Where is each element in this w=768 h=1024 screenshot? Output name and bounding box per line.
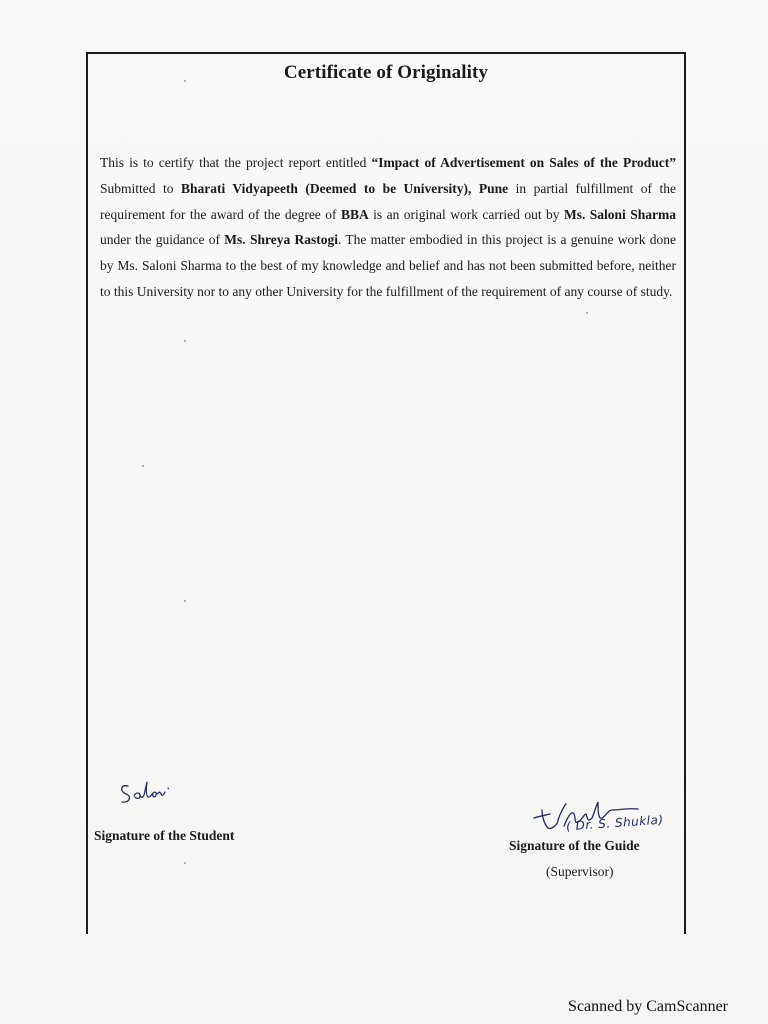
body-text-2: Submitted to [100, 180, 181, 196]
body-text-3: in partial fulfillment of the requirement for the award of the degree of [100, 180, 676, 222]
student-name: Ms. Saloni Sharma [563, 206, 676, 222]
certificate-title: Certificate of Originality [283, 62, 489, 83]
scan-speck [184, 862, 186, 864]
guide-supervisor-label: (Supervisor) [546, 864, 614, 879]
scan-speck [184, 340, 186, 342]
degree-name: BBA [340, 206, 369, 222]
certificate-body [100, 150, 676, 305]
project-title: “Impact of Advertisement on Sales of the Product” [371, 155, 676, 170]
camscanner-watermark: Scanned by CamScanner [568, 998, 728, 1015]
guide-signature-label: Signature of the Guide [509, 838, 640, 853]
student-signature-label: Signature of the Student [94, 828, 235, 843]
scan-speck [586, 312, 588, 314]
guide-name: Ms. Shreya Rastogi [224, 232, 338, 248]
scan-speck [142, 465, 144, 467]
scan-speck [184, 600, 186, 602]
body-text-4: is an original work carried out by [368, 206, 564, 222]
university-name: Bharati Vidyapeeth (Deemed to be University), Pune [180, 180, 509, 196]
body-text-6: . The matter embodied in this project is a genuine work done by Ms. Saloni Sharma to the best of my knowledge and belief and has not been submitted before, neither to this University nor to any other University for the fulfillment of the requirement of any course of study. [100, 232, 676, 299]
scan-speck [184, 80, 186, 82]
body-text-1: This is to certify that the project report entitled [100, 155, 372, 170]
body-text-5: under the guidance of [100, 232, 225, 248]
guide-handwritten-name: ( Dr. S. Shukla) [565, 812, 664, 834]
